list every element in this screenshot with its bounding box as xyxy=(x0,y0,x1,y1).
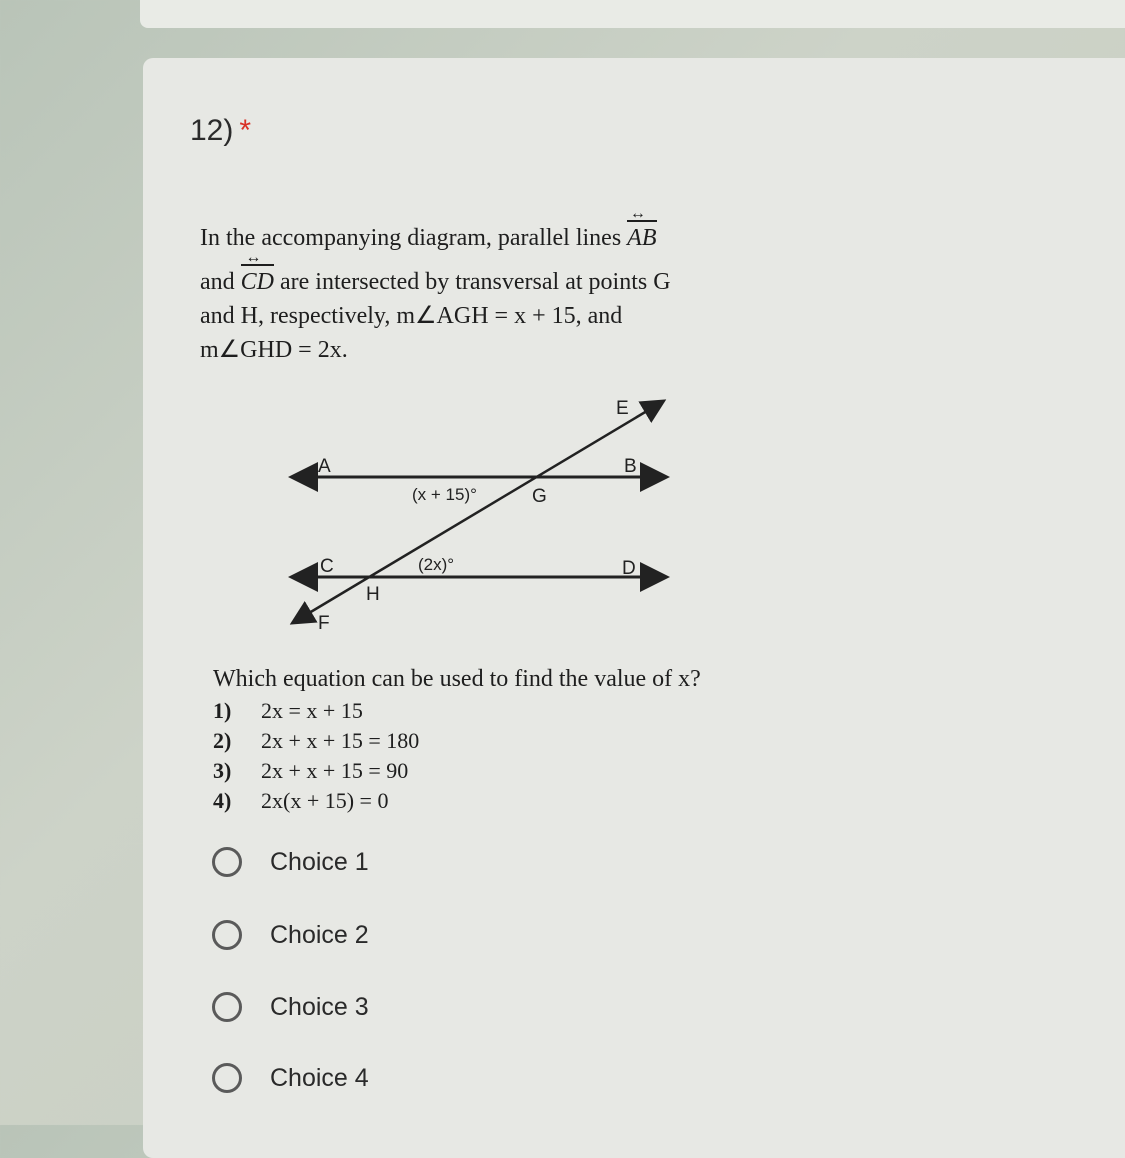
choice-2-radio-option[interactable] xyxy=(212,913,369,957)
label-e: E xyxy=(616,398,629,419)
option-row-4 xyxy=(213,788,388,814)
label-d: D xyxy=(622,558,636,579)
choice-1-label[interactable]: Choice 1 xyxy=(270,847,369,876)
radio-button-icon[interactable] xyxy=(212,920,242,950)
choice-3-radio-option[interactable] xyxy=(212,985,369,1029)
angle-agh-label: (x + 15)° xyxy=(412,485,477,504)
parallel-lines-diagram xyxy=(280,390,700,640)
option-equation: 2x + x + 15 = 90 xyxy=(261,758,409,783)
option-number: 4) xyxy=(213,788,232,813)
question-number-text: 12) xyxy=(190,114,234,147)
option-row-1 xyxy=(213,698,363,724)
option-equation: 2x + x + 15 = 180 xyxy=(261,728,420,753)
line-cd-label: CD ↔ xyxy=(241,270,274,294)
radio-button-icon[interactable] xyxy=(212,847,242,877)
question-prompt: Which equation can be used to find the value of x? xyxy=(213,666,701,692)
option-number: 1) xyxy=(213,698,232,723)
option-equation: 2x(x + 15) = 0 xyxy=(261,788,389,813)
line-ab-label: AB ↔ xyxy=(627,226,656,250)
angle-ghd-label: (2x)° xyxy=(418,555,455,574)
question-stem-line-2 xyxy=(200,270,671,294)
label-f: F xyxy=(318,613,330,634)
label-b: B xyxy=(624,456,637,477)
stem-line1-text: In the accompanying diagram, parallel lines xyxy=(200,225,628,251)
stem-line2-post: are intersected by transversal at points G xyxy=(274,269,671,295)
transversal-ef xyxy=(294,402,662,622)
choice-2-label[interactable]: Choice 2 xyxy=(270,920,369,949)
choice-3-label[interactable]: Choice 3 xyxy=(270,992,369,1021)
choice-4-radio-option[interactable] xyxy=(212,1056,369,1100)
option-row-2 xyxy=(213,728,419,754)
question-number xyxy=(190,114,251,148)
option-row-3 xyxy=(213,758,408,784)
label-a: A xyxy=(318,456,331,477)
label-g: G xyxy=(532,486,547,507)
previous-question-card xyxy=(140,0,1125,28)
label-c: C xyxy=(320,556,334,577)
radio-button-icon[interactable] xyxy=(212,992,242,1022)
choice-1-radio-option[interactable] xyxy=(212,840,369,884)
option-number: 3) xyxy=(213,758,232,783)
radio-button-icon[interactable] xyxy=(212,1063,242,1093)
choice-4-label[interactable]: Choice 4 xyxy=(270,1063,369,1092)
question-stem-line-3: and H, respectively, m∠AGH = x + 15, and xyxy=(200,303,623,329)
question-stem-line-1 xyxy=(200,226,657,250)
stem-line2-pre: and xyxy=(200,269,241,295)
option-number: 2) xyxy=(213,728,232,753)
option-equation: 2x = x + 15 xyxy=(261,698,363,723)
label-h: H xyxy=(366,584,380,605)
question-stem-line-4: m∠GHD = 2x. xyxy=(200,337,348,363)
required-asterisk: * xyxy=(239,114,252,147)
